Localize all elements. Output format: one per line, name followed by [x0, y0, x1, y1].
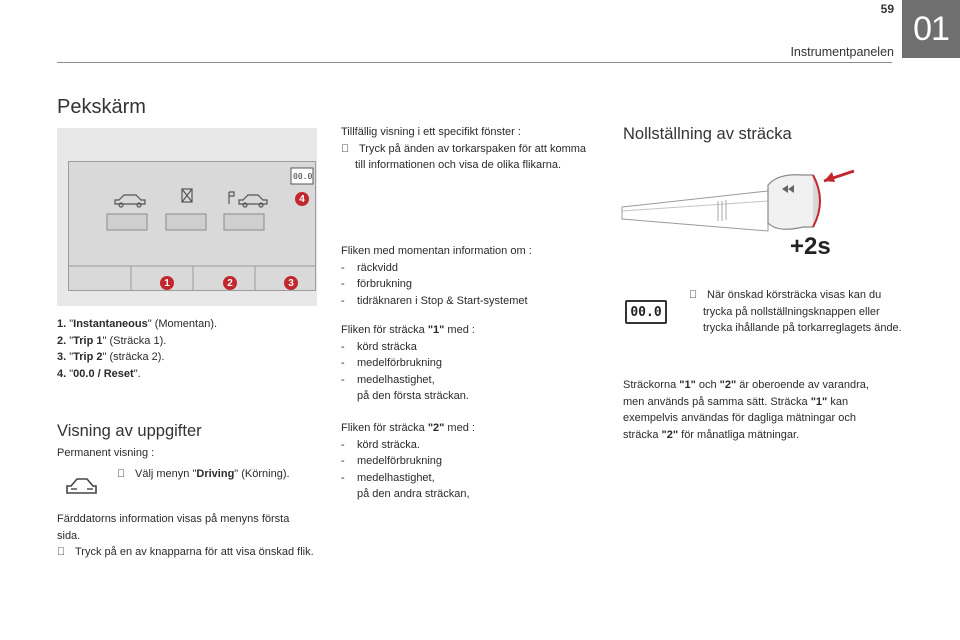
permanent-label: Permanent visning :	[57, 447, 155, 459]
reset-button-icon: 00.0	[625, 300, 667, 324]
trip-independence-text: Sträckorna "1" och "2" är oberoende av varandra, men används på samma sätt. Sträcka "1" kan exempelvis användas för dagliga mätningar och sträcka "2" för månatliga mätningar.	[623, 379, 869, 441]
tab-instruction: Tryck på en av knapparna för att visa önskad flik.	[75, 546, 314, 558]
car-dashboard-icon	[63, 474, 99, 498]
callout-1: 1	[160, 276, 174, 290]
reset-mini-label: 00.0	[293, 172, 313, 181]
legend-item: 2. "Trip 1" (Sträcka 1).	[57, 334, 167, 347]
header-rule	[57, 62, 892, 63]
legend-item: 4. "00.0 / Reset".	[57, 367, 141, 380]
section-title-reset: Nollställning av sträcka	[623, 125, 792, 143]
menu-instruction: Välj menyn "Driving" (Körning).	[135, 468, 290, 480]
callout-3: 3	[284, 276, 298, 290]
trip2-tab-block: Fliken för sträcka "2" med : - körd sträcka. - medelförbrukning - medelhastighet, på den andra sträckan,	[341, 422, 475, 500]
legend-item: 1. "Instantaneous" (Momentan).	[57, 318, 218, 330]
section-title-display: Visning av uppgifter	[57, 422, 202, 440]
chapter-number: 01	[902, 0, 960, 58]
touchscreen-panel	[68, 161, 316, 291]
press-duration-label: +2s	[790, 233, 831, 260]
flag-car-icon	[229, 192, 267, 207]
first-page-text: Färddatorns information visas på menyns första sida.	[57, 513, 290, 542]
legend-item: 3. "Trip 2" (sträcka 2).	[57, 351, 165, 363]
reset-instruction: När önskad körsträcka visas kan du trycka på nollställningsknappen eller trycka ihållande på torkarreglagets ände.	[703, 289, 902, 334]
trip1-tab-block: Fliken för sträcka "1" med : - körd sträcka - medelförbrukning - medelhastighet, på den första sträckan.	[341, 324, 475, 402]
page-number: 59	[880, 2, 894, 16]
chapter-title: Instrumentpanelen	[790, 45, 894, 59]
callout-2: 2	[223, 276, 237, 290]
car-icon	[115, 195, 145, 207]
touchscreen-legend	[57, 316, 317, 382]
instant-tab-block: Fliken med momentan information om : - räckvidd - förbrukning - tidräknaren i Stop & Start-systemet	[341, 245, 532, 307]
temp-display-block: Tillfällig visning i ett specifikt fönster : Tryck på änden av torkarspaken för att komma till informationen och visa de olika flikarna.	[341, 126, 587, 171]
callout-4: 4	[295, 192, 309, 206]
fuel-icon	[182, 189, 192, 202]
section-title-touchscreen: Pekskärm	[57, 96, 146, 118]
trip-screen-graphic	[69, 162, 315, 290]
